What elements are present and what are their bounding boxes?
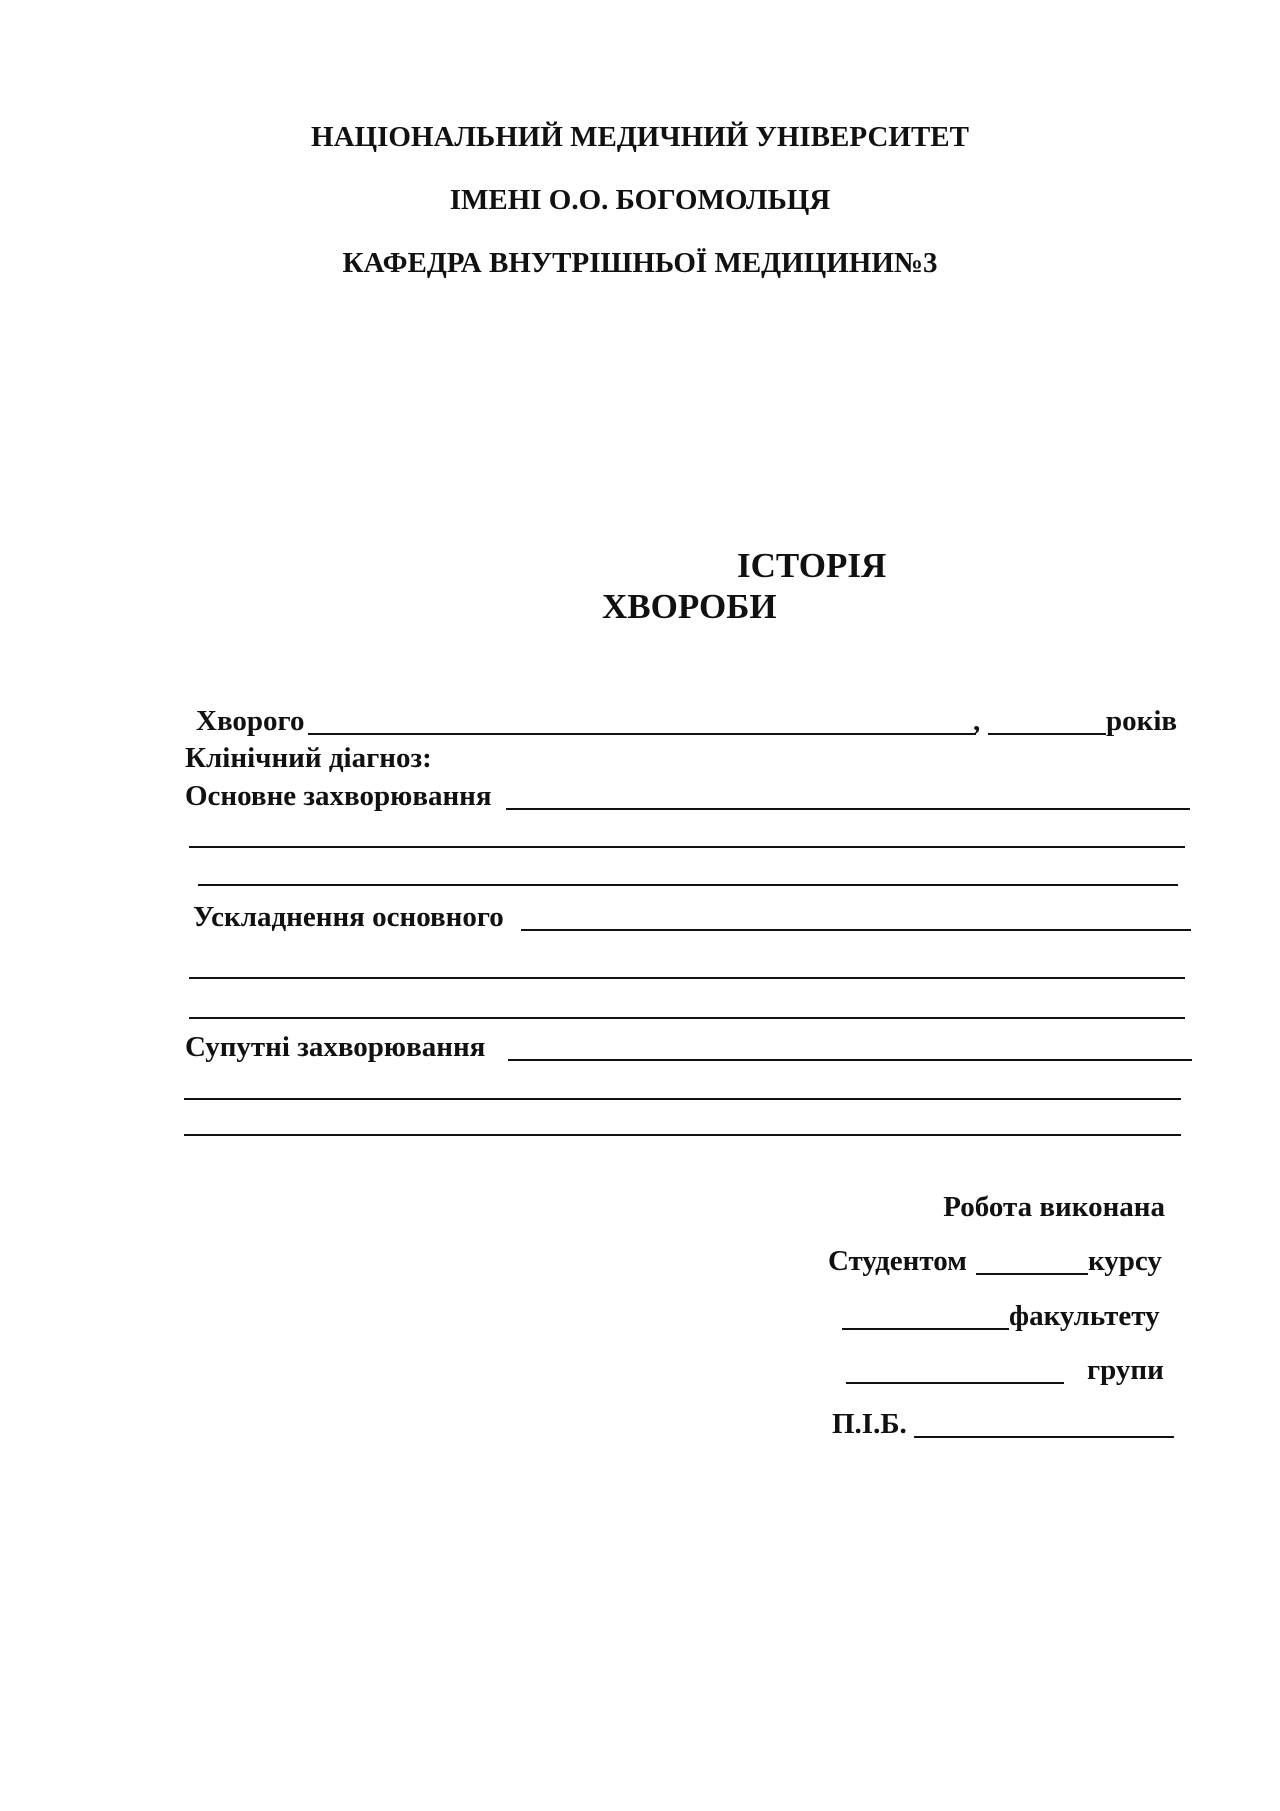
course-label: курсу [1088,1245,1162,1277]
faculty-label: факультету [1009,1300,1160,1332]
university-name-line: НАЦІОНАЛЬНИЙ МЕДИЧНИЙ УНІВЕРСИТЕТ [311,121,969,153]
complications-blank [521,929,1191,931]
full-name-blank [914,1436,1174,1438]
patient-age-blank [988,733,1106,735]
main-disease-label: Основне захворювання [185,780,492,812]
main-disease-blank-line-2 [189,846,1185,848]
course-blank [976,1273,1088,1275]
concomitant-blank-line-2 [184,1098,1181,1100]
concomitant-blank [508,1059,1192,1061]
work-done-label: Робота виконана [943,1191,1165,1223]
main-disease-blank-line-3 [198,884,1178,886]
full-name-label: П.І.Б. [832,1408,907,1440]
patient-name-blank [308,733,976,735]
concomitant-label: Супутні захворювання [185,1031,486,1063]
concomitant-blank-line-3 [184,1134,1181,1136]
complications-label: Ускладнення основного [193,901,504,933]
complications-blank-line-3 [189,1017,1185,1019]
group-label: групи [1087,1354,1164,1386]
group-blank [846,1382,1064,1384]
department-name: КАФЕДРА ВНУТРІШНЬОЇ МЕДИЦИНИ№3 [342,247,938,279]
faculty-blank [842,1328,1009,1330]
patient-years-label: років [1106,705,1178,737]
patient-comma: , [973,705,981,737]
title-word-history: ІСТОРІЯ [737,546,887,585]
patient-label: Хворого [196,705,305,737]
main-disease-blank [506,808,1190,810]
university-honorific-line: ІМЕНІ О.О. БОГОМОЛЬЦЯ [449,184,831,216]
title-word-disease: ХВОРОБИ [602,587,777,626]
complications-blank-line-2 [189,977,1185,979]
clinical-diagnosis-label: Клінічний діагноз: [185,742,432,774]
student-label: Студентом [828,1245,967,1277]
